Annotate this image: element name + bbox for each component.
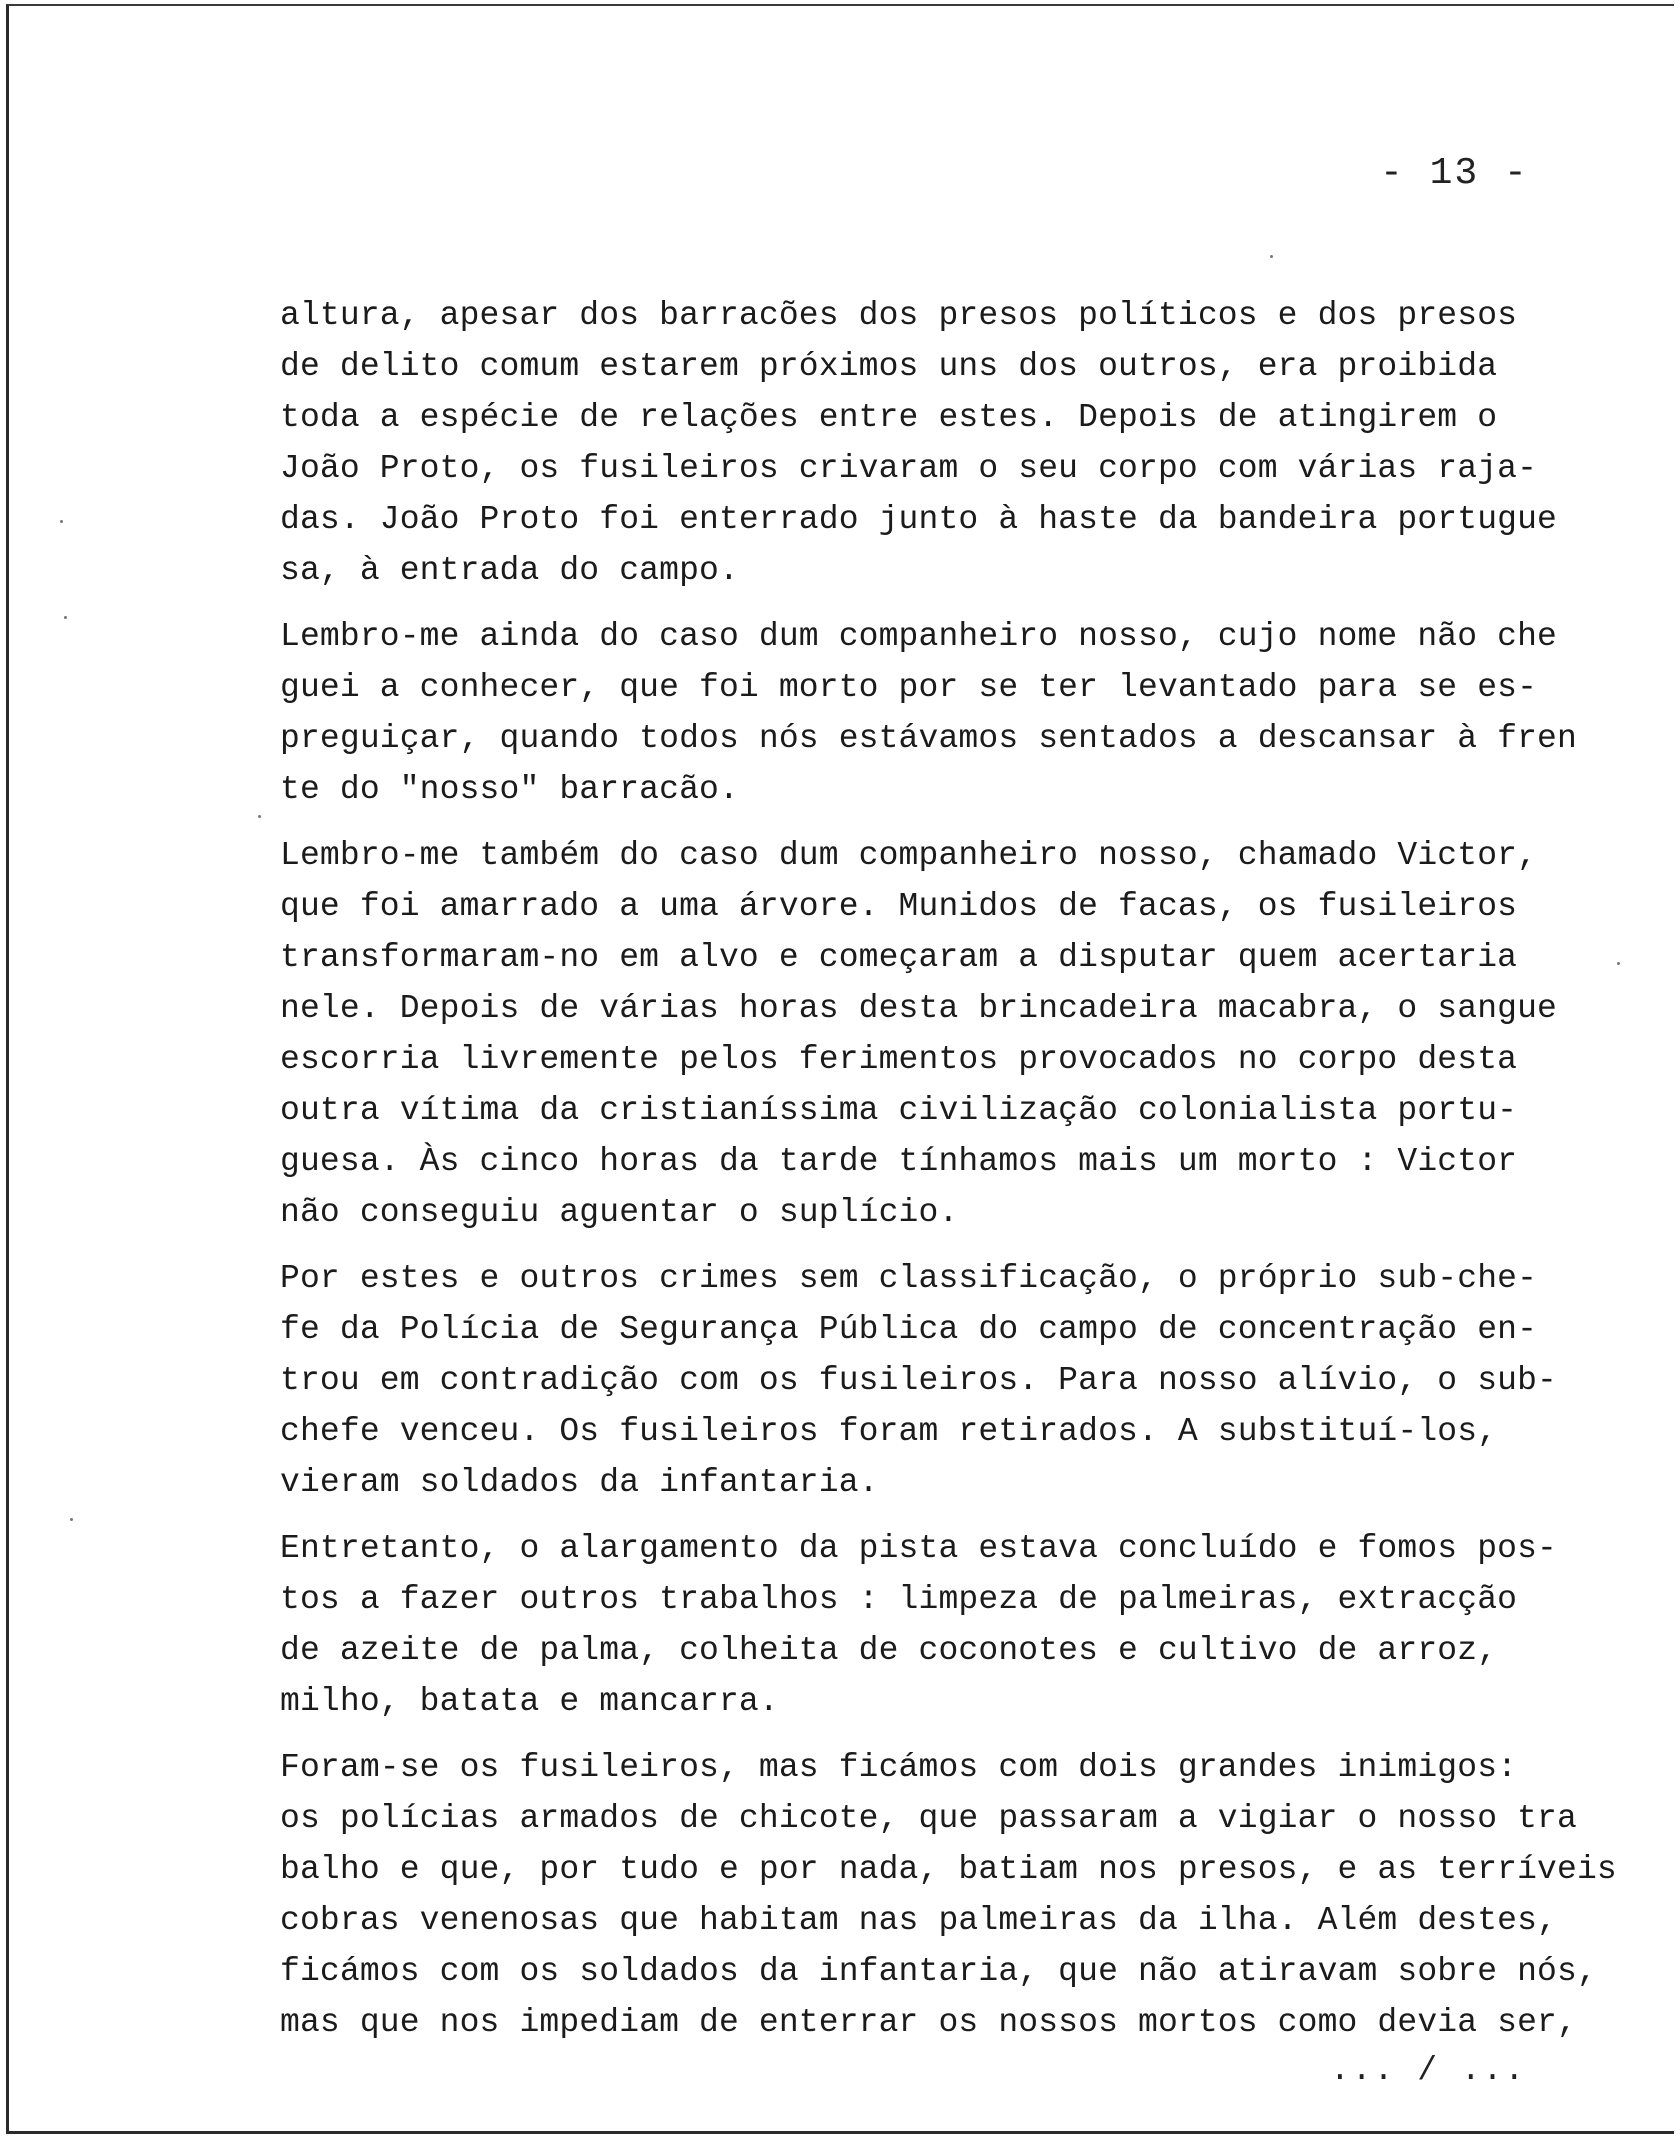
scan-speck [1617, 962, 1620, 965]
text-line: guei a conhecer, que foi morto por se ter levantado para se es- [280, 669, 1538, 706]
text-line: Foram-se os fusileiros, mas ficámos com dois grandes inimigos: [280, 1749, 1518, 1786]
text-line: balho e que, por tudo e por nada, batiam nos presos, e as terríveis [280, 1851, 1617, 1888]
paragraph-4 [280, 1253, 1610, 1508]
paragraph-1 [280, 290, 1610, 596]
text-line: Lembro-me também do caso dum companheiro nosso, chamado Victor, [280, 837, 1538, 874]
text-line: fe da Polícia de Segurança Pública do campo de concentração en- [280, 1311, 1538, 1348]
text-line: de delito comum estarem próximos uns dos outros, era proibida [280, 348, 1498, 385]
text-line: que foi amarrado a uma árvore. Munidos de facas, os fusileiros [280, 888, 1518, 925]
text-line: Entretanto, o alargamento da pista estava concluído e fomos pos- [280, 1530, 1558, 1567]
scan-speck [60, 520, 63, 523]
text-line: de azeite de palma, colheita de coconotes e cultivo de arroz, [280, 1632, 1498, 1669]
text-line: sa, à entrada do campo. [280, 552, 739, 589]
text-line: cobras venenosas que habitam nas palmeiras da ilha. Além destes, [280, 1902, 1558, 1939]
body-text [280, 290, 1617, 2063]
text-line: ficámos com os soldados da infantaria, que não atiravam sobre nós, [280, 1953, 1597, 1990]
paragraph-2 [280, 611, 1610, 815]
text-line: nele. Depois de várias horas desta brincadeira macabra, o sangue [280, 990, 1558, 1027]
text-line: mas que nos impediam de enterrar os nossos mortos como devia ser, [280, 2004, 1577, 2041]
text-line: das. João Proto foi enterrado junto à haste da bandeira portugue [280, 501, 1558, 538]
text-line: escorria livremente pelos ferimentos provocados no corpo desta [280, 1041, 1518, 1078]
text-line: milho, batata e mancarra. [280, 1683, 779, 1720]
page-number: - 13 - [1380, 152, 1529, 195]
paragraph-3 [280, 830, 1610, 1238]
scan-speck [1270, 255, 1273, 258]
scan-speck [258, 815, 261, 818]
text-line: os polícias armados de chicote, que passaram a vigiar o nosso tra [280, 1800, 1577, 1837]
text-line: Lembro-me ainda do caso dum companheiro nosso, cujo nome não che [280, 618, 1558, 655]
text-line: não conseguiu aguentar o suplício. [280, 1194, 959, 1231]
text-line: guesa. Às cinco horas da tarde tínhamos mais um morto : Victor [280, 1143, 1518, 1180]
text-line: tos a fazer outros trabalhos : limpeza de palmeiras, extracção [280, 1581, 1518, 1618]
continuation-mark: ... / ... [1330, 2052, 1527, 2089]
text-line: chefe venceu. Os fusileiros foram retirados. A substituí-los, [280, 1413, 1498, 1450]
text-line: te do "nosso" barracão. [280, 771, 739, 808]
text-line: preguiçar, quando todos nós estávamos sentados a descansar à fren [280, 720, 1577, 757]
paragraph-5 [280, 1523, 1610, 1727]
text-line: Por estes e outros crimes sem classificação, o próprio sub-che- [280, 1260, 1538, 1297]
scan-speck [64, 616, 67, 619]
text-line: João Proto, os fusileiros crivaram o seu corpo com várias raja- [280, 450, 1538, 487]
text-line: toda a espécie de relações entre estes. Depois de atingirem o [280, 399, 1498, 436]
text-line: trou em contradição com os fusileiros. Para nosso alívio, o sub- [280, 1362, 1558, 1399]
paragraph-6 [280, 1742, 1617, 2048]
text-line: vieram soldados da infantaria. [280, 1464, 879, 1501]
scan-speck [70, 1518, 73, 1521]
text-line: outra vítima da cristianíssima civilização colonialista portu- [280, 1092, 1518, 1129]
text-line: transformaram-no em alvo e começaram a disputar quem acertaria [280, 939, 1518, 976]
text-line: altura, apesar dos barracões dos presos políticos e dos presos [280, 297, 1518, 334]
